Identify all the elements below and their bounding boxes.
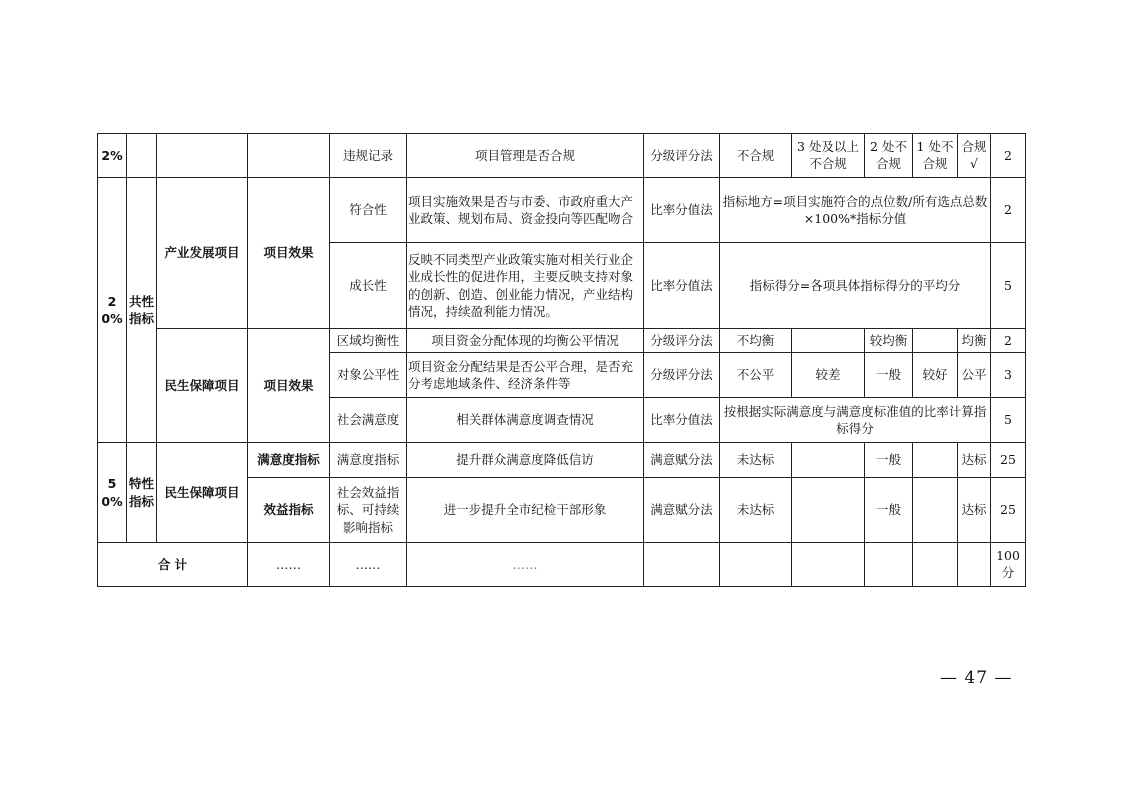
grade-cell: 达标: [958, 443, 991, 478]
indicator-cell: 对象公平性: [330, 353, 407, 398]
total-label: 合 计: [98, 543, 248, 587]
grade-cell: [913, 443, 958, 478]
empty-cell: [792, 543, 865, 587]
project-type-cell: 产业发展项目: [157, 178, 248, 329]
formula-cell: 指标得分=各项具体指标得分的平均分: [720, 243, 991, 329]
empty-cell: [127, 134, 157, 178]
content-cell: 项目资金分配结果是否公平合理，是否充分考虑地域条件、经济条件等: [407, 353, 644, 398]
grade-cell: 不均衡: [720, 329, 792, 353]
page-number: — 47 —: [940, 668, 1013, 688]
project-type-cell: 民生保障项目: [157, 329, 248, 443]
grade-cell: 不合规: [720, 134, 792, 178]
total-row: [98, 543, 1026, 587]
score-cell: 2: [991, 178, 1026, 243]
content-cell: 反映不同类型产业政策实施对相关行业企业成长性的促进作用，主要反映支持对象的创新、创造、创业能力情况，产业结构情况，持续盈利能力情况。: [407, 243, 644, 329]
total-score-cell: 100分: [991, 543, 1026, 587]
method-cell: 分级评分法: [644, 134, 720, 178]
score-cell: 5: [991, 243, 1026, 329]
empty-cell: [958, 543, 991, 587]
indicator-cell: 成长性: [330, 243, 407, 329]
empty-cell: [720, 543, 792, 587]
grade-cell: 均衡: [958, 329, 991, 353]
ellipsis-cell: ……: [330, 543, 407, 587]
category-cell: 特性指标: [127, 443, 157, 543]
grade-cell: 较差: [792, 353, 865, 398]
formula-cell: 按根据实际满意度与满意度标准值的比率计算指标得分: [720, 398, 991, 443]
dimension-cell: 项目效果: [248, 178, 330, 329]
grade-cell: 一般: [865, 443, 913, 478]
table-row: [98, 134, 1026, 178]
score-cell: 25: [991, 478, 1026, 543]
empty-cell: [248, 134, 330, 178]
grade-cell: 未达标: [720, 443, 792, 478]
grade-cell: 达标: [958, 478, 991, 543]
method-cell: 比率分值法: [644, 243, 720, 329]
method-cell: 比率分值法: [644, 398, 720, 443]
grade-cell: [913, 329, 958, 353]
indicator-cell: 符合性: [330, 178, 407, 243]
grade-cell: 一般: [865, 353, 913, 398]
score-cell: 5: [991, 398, 1026, 443]
grade-cell: 较均衡: [865, 329, 913, 353]
grade-cell: [792, 329, 865, 353]
weight-cell: 2%: [98, 134, 127, 178]
grade-cell: 合规√: [958, 134, 991, 178]
grade-cell: 3 处及以上不合规: [792, 134, 865, 178]
content-cell: 提升群众满意度降低信访: [407, 443, 644, 478]
grade-cell: 未达标: [720, 478, 792, 543]
grade-cell: 2 处不合规: [865, 134, 913, 178]
category-cell: 共性指标: [127, 178, 157, 443]
empty-cell: [913, 543, 958, 587]
empty-cell: [865, 543, 913, 587]
grade-cell: 较好: [913, 353, 958, 398]
dimension-cell: 项目效果: [248, 329, 330, 443]
indicator-cell: 满意度指标: [330, 443, 407, 478]
content-cell: 项目实施效果是否与市委、市政府重大产业政策、规划布局、资金投向等匹配吻合: [407, 178, 644, 243]
ellipsis-cell: ……: [407, 543, 644, 587]
grade-cell: [913, 478, 958, 543]
empty-cell: [644, 543, 720, 587]
score-cell: 2: [991, 134, 1026, 178]
dimension-cell: 效益指标: [248, 478, 330, 543]
method-cell: 满意赋分法: [644, 478, 720, 543]
method-cell: 分级评分法: [644, 353, 720, 398]
indicator-cell: 区域均衡性: [330, 329, 407, 353]
evaluation-table: [97, 133, 1026, 587]
empty-cell: [157, 134, 248, 178]
method-cell: 满意赋分法: [644, 443, 720, 478]
method-cell: 比率分值法: [644, 178, 720, 243]
score-cell: 3: [991, 353, 1026, 398]
content-cell: 相关群体满意度调查情况: [407, 398, 644, 443]
grade-cell: 不公平: [720, 353, 792, 398]
content-cell: 项目资金分配体现的均衡公平情况: [407, 329, 644, 353]
content-cell: 项目管理是否合规: [407, 134, 644, 178]
indicator-cell: 社会满意度: [330, 398, 407, 443]
dimension-cell: 满意度指标: [248, 443, 330, 478]
table-row: [98, 329, 1026, 353]
weight-cell: 50%: [98, 443, 127, 543]
grade-cell: 公平: [958, 353, 991, 398]
formula-cell: 指标地方=项目实施符合的点位数/所有选点总数×100%*指标分值: [720, 178, 991, 243]
grade-cell: [792, 478, 865, 543]
method-cell: 分级评分法: [644, 329, 720, 353]
indicator-cell: 违规记录: [330, 134, 407, 178]
weight-cell: 20%: [98, 178, 127, 443]
grade-cell: 1 处不合规: [913, 134, 958, 178]
indicator-cell: 社会效益指标、可持续影响指标: [330, 478, 407, 543]
grade-cell: [792, 443, 865, 478]
score-cell: 25: [991, 443, 1026, 478]
table-row: [98, 443, 1026, 478]
grade-cell: 一般: [865, 478, 913, 543]
project-type-cell: 民生保障项目: [157, 443, 248, 543]
table-row: [98, 178, 1026, 243]
content-cell: 进一步提升全市纪检干部形象: [407, 478, 644, 543]
score-cell: 2: [991, 329, 1026, 353]
ellipsis-cell: ……: [248, 543, 330, 587]
